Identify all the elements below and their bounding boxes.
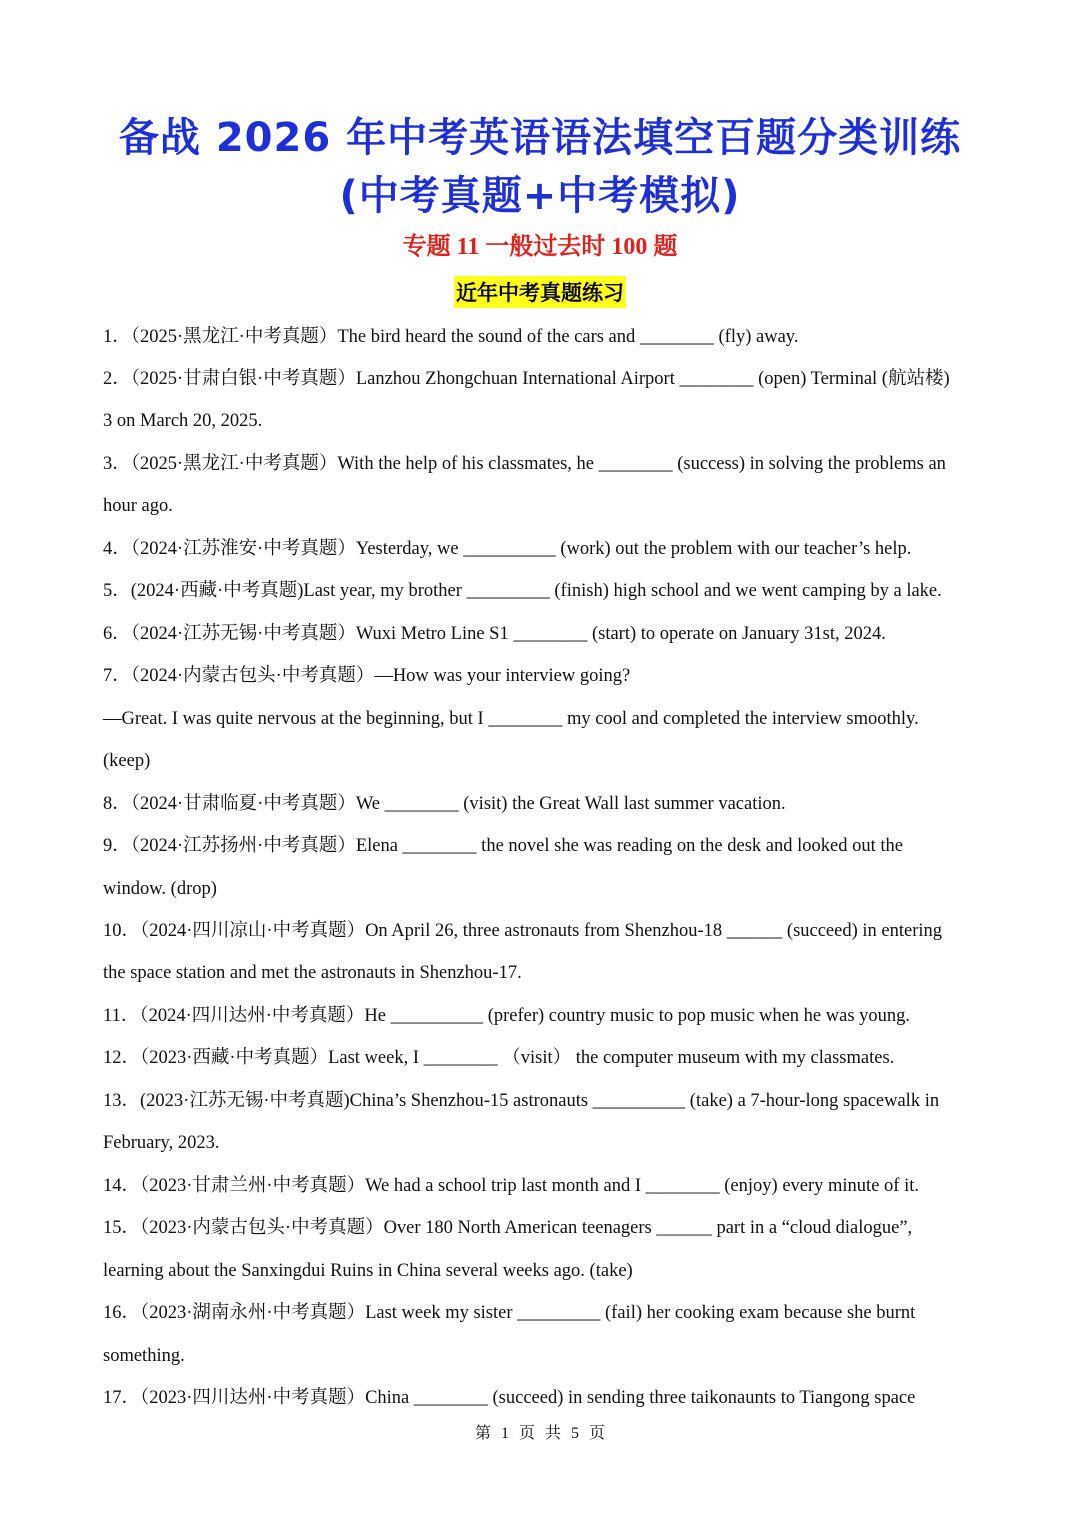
page-title-line1: 备战 2026 年中考英语语法填空百题分类训练 — [118, 115, 962, 161]
question-line: the space station and met the astronauts in Shenzhou-17. — [103, 963, 522, 983]
question-line: (keep) — [103, 751, 151, 771]
question-line: 3 on March 20, 2025. — [103, 411, 263, 431]
question-line: 9．（2024·江苏扬州·中考真题）Elena ________ the novel she was reading on the desk and looked out the — [103, 836, 903, 856]
question-line: something. — [103, 1346, 185, 1366]
question-line: —Great. I was quite nervous at the beginning, but I ________ my cool and completed the interview smoothly. — [103, 709, 919, 729]
question-line: 14．（2023·甘肃兰州·中考真题）We had a school trip last month and I ________ (enjoy) every minute of it. — [103, 1176, 919, 1196]
question-line: learning about the Sanxingdui Ruins in China several weeks ago. (take) — [103, 1261, 633, 1281]
page-title-line2: (中考真题+中考模拟) — [339, 173, 741, 219]
question-line: 3．（2025·黑龙江·中考真题）With the help of his classmates, he ________ (success) in solving the problems an — [103, 454, 946, 474]
topic-subtitle: 专题 11 一般过去时 100 题 — [402, 234, 678, 260]
question-line: 1．（2025·黑龙江·中考真题）The bird heard the sound of the cars and ________ (fly) away. — [103, 327, 799, 347]
question-line: 13．(2023·江苏无锡·中考真题)China’s Shenzhou-15 astronauts __________ (take) a 7-hour-long spacewalk in — [103, 1091, 940, 1111]
question-line: 5．(2024·西藏·中考真题)Last year, my brother _________ (finish) high school and we went camping by a lake. — [103, 581, 942, 601]
question-line: February, 2023. — [103, 1133, 220, 1153]
section-heading: 近年中考真题练习 — [454, 276, 626, 308]
question-line: 6．（2024·江苏无锡·中考真题）Wuxi Metro Line S1 ________ (start) to operate on January 31st, 2024. — [103, 624, 886, 644]
question-line: 16．（2023·湖南永州·中考真题）Last week my sister _________ (fail) her cooking exam because she burnt — [103, 1303, 916, 1323]
question-line: 4．（2024·江苏淮安·中考真题）Yesterday, we __________ (work) out the problem with our teacher’s help. — [103, 539, 912, 559]
question-line: 10．（2024·四川凉山·中考真题）On April 26, three astronauts from Shenzhou-18 ______ (succeed) in entering — [103, 921, 943, 941]
question-line: 2．（2025·甘肃白银·中考真题）Lanzhou Zhongchuan International Airport ________ (open) Terminal (航站楼) — [103, 369, 950, 389]
question-line: 12．（2023·西藏·中考真题）Last week, I ________ （visit） the computer museum with my classmates. — [103, 1048, 895, 1068]
question-line: 15．（2023·内蒙古包头·中考真题）Over 180 North American teenagers ______ part in a “cloud dialogue”, — [103, 1218, 913, 1238]
section-heading-wrap — [0, 276, 1080, 308]
question-line: 11．（2024·四川达州·中考真题）He __________ (prefer) country music to pop music when he was young. — [103, 1006, 911, 1026]
page-footer: 第 1 页 共 5 页 — [474, 1425, 605, 1442]
question-line: 8．（2024·甘肃临夏·中考真题）We ________ (visit) the Great Wall last summer vacation. — [103, 794, 786, 814]
question-line: hour ago. — [103, 496, 173, 516]
question-line: window. (drop) — [103, 879, 217, 899]
question-line: 7．（2024·内蒙古包头·中考真题）—How was your interview going? — [103, 666, 631, 686]
question-line: 17．（2023·四川达州·中考真题）China ________ (succeed) in sending three taikonaunts to Tiangong space — [103, 1388, 916, 1408]
